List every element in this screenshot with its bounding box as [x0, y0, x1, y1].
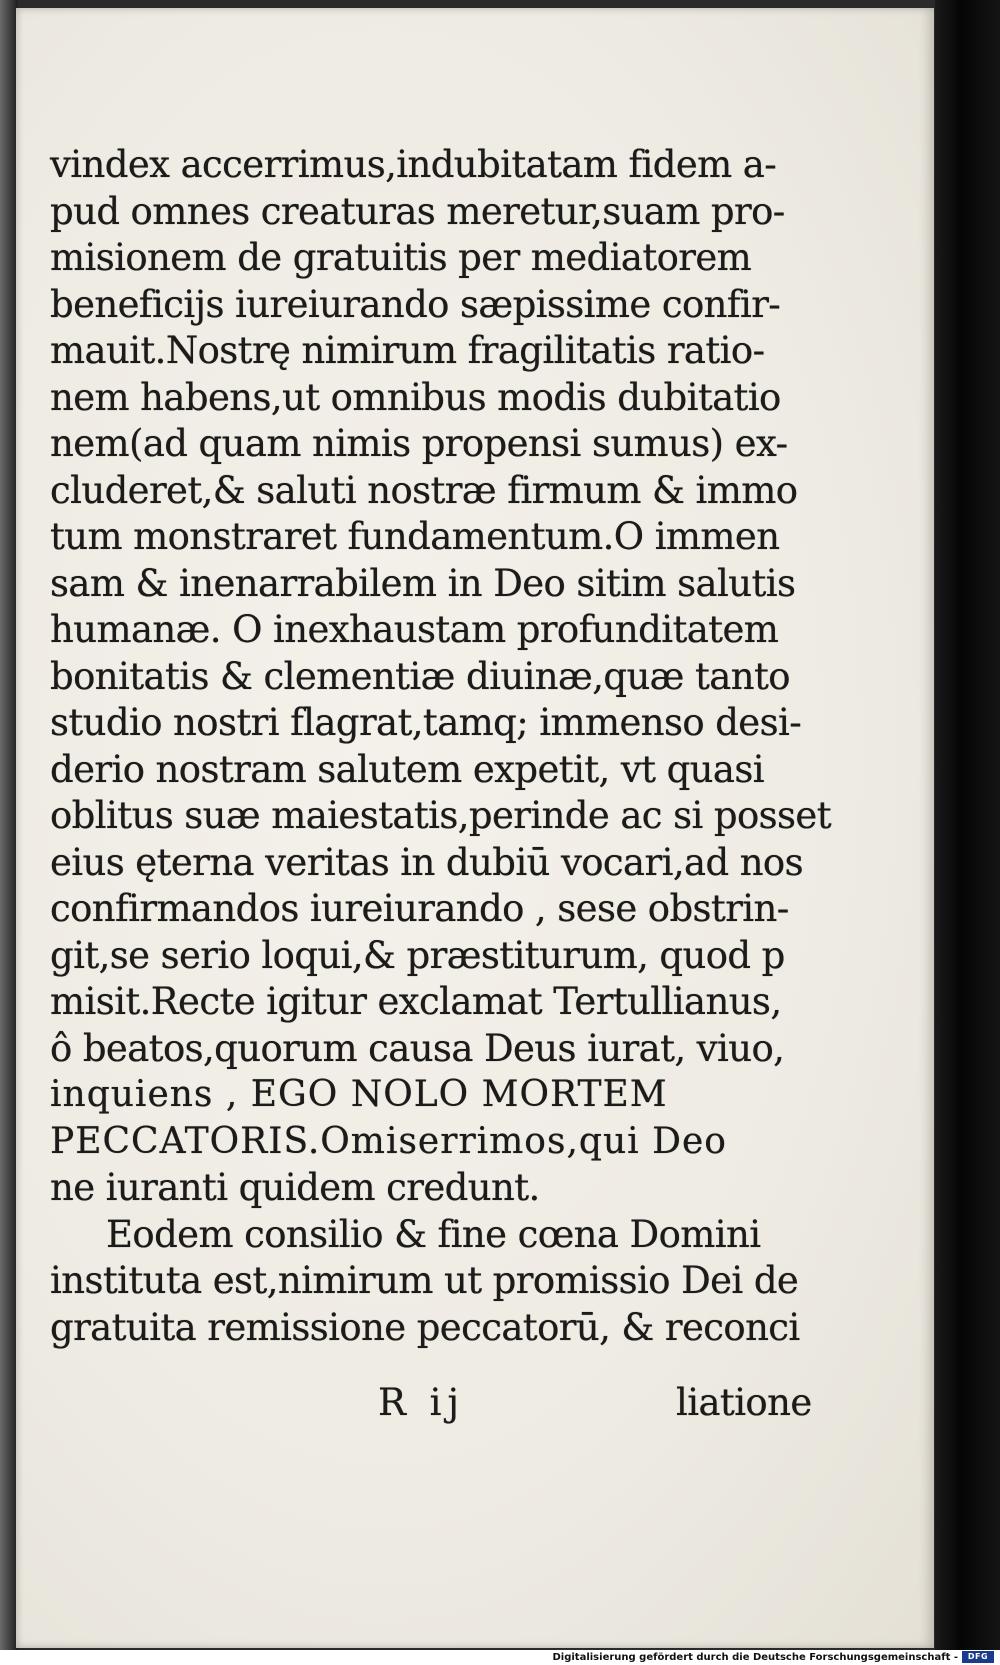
- text-line: misit.Recte igitur exclamat Tertullianus,: [50, 980, 782, 1023]
- text-line: beneficijs iureiurando sæpissime confir-: [50, 282, 781, 326]
- text-line: instituta est,nimirum ut promissio Dei de: [50, 1259, 799, 1302]
- text-line: humanæ. O inexhaustam profunditatem: [50, 608, 779, 651]
- text-line: misionem de gratuitis per mediatorem: [50, 236, 752, 279]
- text-line: confirmandos iureiurando , sese obstrin-: [50, 887, 789, 930]
- footer-bar: [0, 1650, 1000, 1665]
- text-line: git,se serio loqui,& præstiturum, quod p: [50, 933, 785, 977]
- book-page: [16, 8, 934, 1648]
- text-line-capitals: inquiens , EGO NOLO MORTEM: [50, 1074, 668, 1115]
- paragraph-start-line: Eodem consilio & fine cœna Domini: [106, 1212, 761, 1256]
- page-edge-right: [935, 0, 1000, 1650]
- text-line: cluderet,& saluti nostræ firmum & immo: [50, 468, 798, 512]
- text-line: gratuita remissione peccatorū, & reconci: [50, 1305, 800, 1349]
- body-text: [50, 142, 830, 1351]
- text-line: pud omnes creaturas meretur,suam pro-: [50, 189, 785, 233]
- text-line: eius ęterna veritas in dubiū vocari,ad nos: [50, 840, 803, 884]
- text-line: nem habens,ut omnibus modis dubitatio: [50, 375, 781, 419]
- text-line: oblitus suæ maiestatis,perinde ac si posset: [50, 794, 831, 837]
- text-line: bonitatis & clementiæ diuinæ,quæ tanto: [50, 654, 790, 698]
- text-line: nem(ad quam nimis propensi sumus) ex-: [50, 422, 788, 465]
- text-line: ne iuranti quidem credunt.: [50, 1166, 540, 1209]
- text-line: sam & inenarrabilem in Deo sitim salutis: [50, 561, 796, 605]
- dfg-logo-icon: DFG: [962, 1651, 994, 1663]
- text-line: derio nostram salutem expetit, vt quasi: [50, 747, 764, 791]
- funding-credit: Digitalisierung gefördert durch die Deutsche Forschungsgemeinschaft -: [552, 1652, 958, 1663]
- text-line: mauit.Nostrę nimirum fragilitatis ratio-: [50, 329, 765, 372]
- text-line: ô beatos,quorum causa Deus iurat, viuo,: [50, 1026, 785, 1070]
- text-line: studio nostri flagrat,tamq; immenso desi-: [50, 701, 802, 744]
- signature-mark: R ij: [378, 1381, 465, 1424]
- text-line-capitals: PECCATORIS.Omiserrimos,qui Deo: [50, 1120, 727, 1162]
- catchword: liatione: [676, 1381, 812, 1424]
- text-line: vindex accerrimus,indubitatam fidem a-: [50, 143, 777, 186]
- text-line: tum monstraret fundamentum.O immen: [50, 515, 780, 558]
